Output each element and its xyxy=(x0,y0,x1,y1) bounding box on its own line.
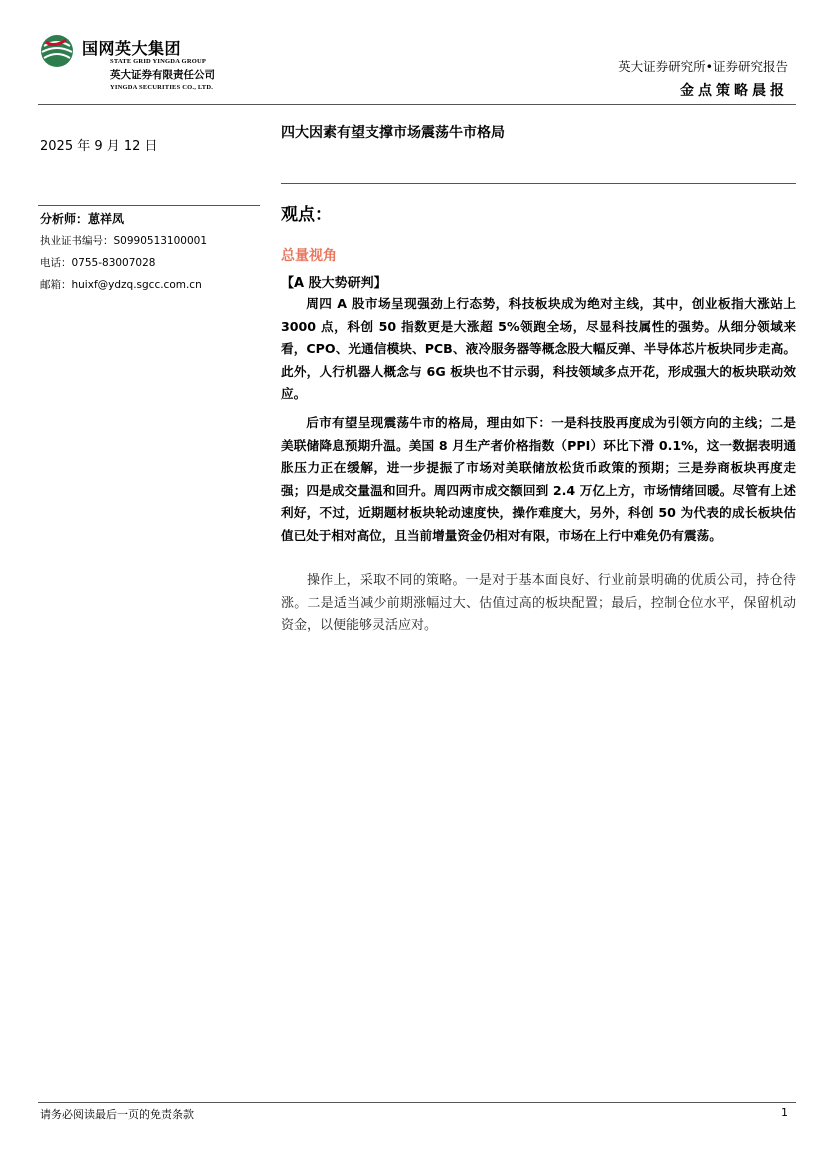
logo-text-en-group: STATE GRID YINGDA GROUP xyxy=(110,58,207,65)
paragraph-strategy: 操作上，采取不同的策略。一是对于基本面良好、行业前景明确的优质公司，持仓待涨。二是适当减少前期涨幅过大、估值过高的板块配置；最后，控制仓位水平，保留机动资金，以便能够灵活应对。 xyxy=(281,573,796,634)
header-divider xyxy=(38,104,796,105)
logo-text-cn-company: 英大证券有限责任公司 xyxy=(110,69,215,81)
logo-text-cn: 国网英大集团 xyxy=(82,39,182,58)
footer-divider xyxy=(38,1102,796,1103)
analyst-cert: 执业证书编号：S0990513100001 xyxy=(40,235,208,247)
report-title: 四大因素有望支撑市场震荡牛市格局 xyxy=(281,125,505,141)
institute-label: 英大证券研究所•证券研究报告 xyxy=(618,59,788,74)
company-logo-icon xyxy=(40,34,74,68)
sidebar-divider xyxy=(38,205,260,206)
section-heading: 总量视角 xyxy=(281,248,337,264)
analyst-email: 邮箱：huixf@ydzq.sgcc.com.cn xyxy=(40,279,202,291)
report-date: 2025 年 9 月 12 日 xyxy=(40,139,158,154)
title-divider xyxy=(281,183,796,184)
analyst-phone: 电话：0755-83007028 xyxy=(40,257,156,269)
analyst-name: 分析师：葸祥凤 xyxy=(40,212,125,226)
paragraph-market-review: 周四 A 股市场呈现强劲上行态势，科技板块成为绝对主线，其中，创业板指大涨站上 3000 点，科创 50 指数更是大涨超 5%领跑全场，尽显科技属性的强势。从细分领域来看，CPO、光通信模块、PCB、液冷服务器等概念股大幅反弹、半导体芯片板块同步走高。此外，人行机器人概念与 6G 板块也不甘示弱，科技领域多点开花，形成强大的板块联动效应。 xyxy=(281,296,796,402)
subsection-heading: 【A 股大势研判】 xyxy=(281,276,387,291)
page-number: 1 xyxy=(781,1106,788,1119)
viewpoint-heading: 观点： xyxy=(281,205,332,225)
footer-disclaimer: 请务必阅读最后一页的免责条款 xyxy=(40,1108,194,1121)
report-name: 金点策略晨报 xyxy=(680,83,788,99)
logo-text-en-company: YINGDA SECURITIES CO., LTD. xyxy=(110,84,214,91)
paragraph-outlook: 后市有望呈现震荡牛市的格局，理由如下：一是科技股再度成为引领方向的主线；二是美联储降息预期升温。美国 8 月生产者价格指数（PPI）环比下滑 0.1%，这一数据表明通胀压力正在缓解，进一步提振了市场对美联储放松货币政策的预期；三是券商板块再度走强；四是成交量温和回升。周四两市成交额回到 2.4 万亿上方，市场情绪回暖。尽管有上述利好，不过，近期题材板块轮动速度快，操作难度大，另外，科创 50 为代表的成长板块估值已处于相对高位，且当前增量资金仍相对有限，市场在上行中难免仍有震荡。 xyxy=(281,415,796,543)
